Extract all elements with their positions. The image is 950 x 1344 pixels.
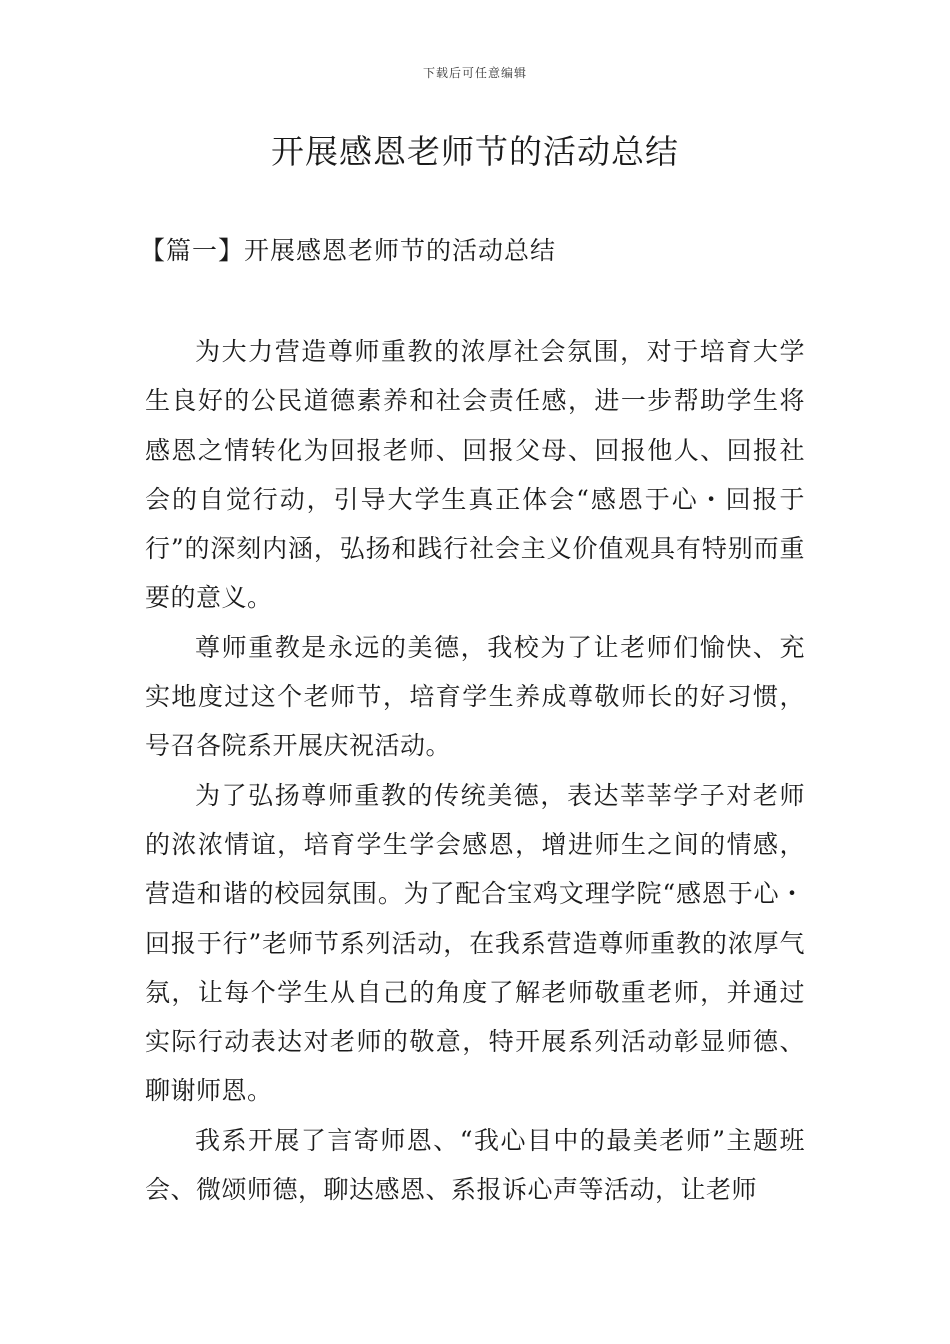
paragraph: 尊师重教是永远的美德，我校为了让老师们愉快、充实地度过这个老师节，培育学生养成尊敬师长的好习惯，号召各院系开展庆祝活动。: [145, 632, 805, 761]
paragraph: 我系开展了言寄师恩、“我心目中的最美老师”主题班会、微颂师德，聊达感恩、系报诉心声等活动，让老师: [145, 1125, 805, 1205]
document-body: [145, 327, 805, 1214]
section-heading: 【篇一】开展感恩老师节的活动总结: [140, 236, 557, 265]
paragraph: 为了弘扬尊师重教的传统美德，表达莘莘学子对老师的浓浓情谊，培育学生学会感恩，增进师生之间的情感，营造和谐的校园氛围。为了配合宝鸡文理学院“感恩于心・回报于行”老师节系列活动，在我系营造尊师重教的浓厚气氛，让每个学生从自己的角度了解老师敬重老师，并通过实际行动表达对老师的敬意，特开展系列活动彰显师德、聊谢师恩。: [145, 780, 805, 1106]
header-note: 下载后可任意编辑: [422, 66, 527, 80]
document-title: 开展感恩老师节的活动总结: [271, 132, 679, 171]
paragraph: 为大力营造尊师重教的浓厚社会氛围，对于培育大学生良好的公民道德素养和社会责任感，进一步帮助学生将感恩之情转化为回报老师、回报父母、回报他人、回报社会的自觉行动，引导大学生真正体会“感恩于心・回报于行”的深刻内涵，弘扬和践行社会主义价值观具有特别而重要的意义。: [145, 337, 805, 613]
